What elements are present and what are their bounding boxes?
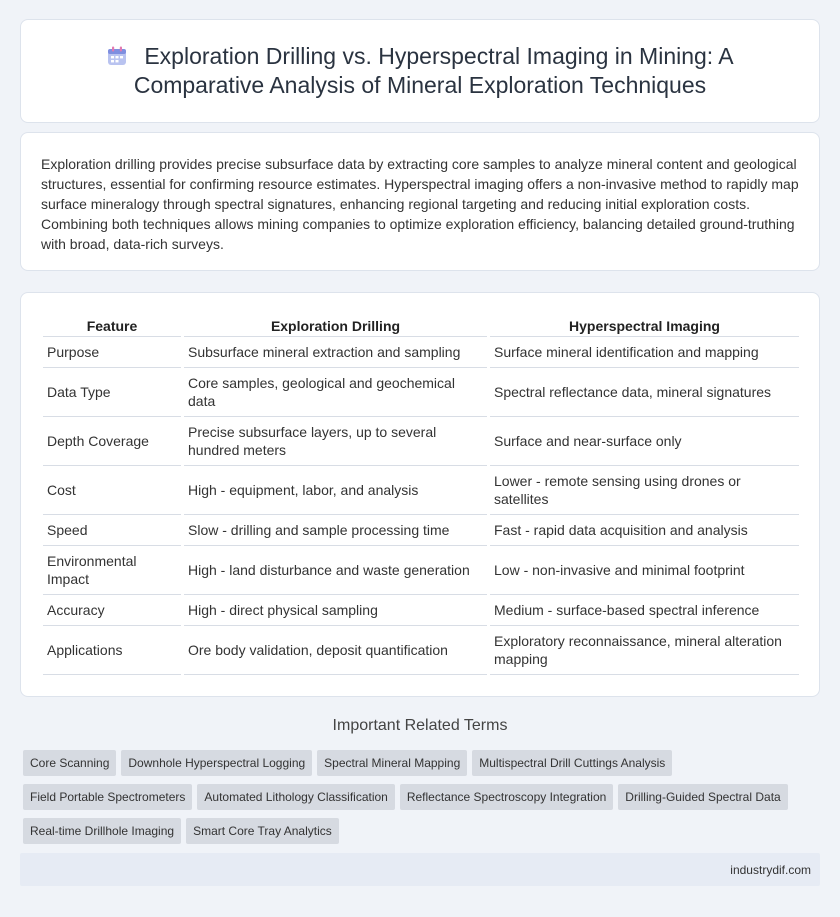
row-hyperspectral: Fast - rapid data acquisition and analysis — [490, 515, 799, 546]
row-feature: Accuracy — [43, 595, 181, 626]
related-term-tag[interactable]: Drilling-Guided Spectral Data — [618, 784, 787, 810]
footer-site-link[interactable]: industrydif.com — [730, 863, 811, 877]
row-hyperspectral: Low - non-invasive and minimal footprint — [490, 546, 799, 595]
table-row — [43, 337, 799, 368]
related-term-tag[interactable]: Reflectance Spectroscopy Integration — [400, 784, 613, 810]
header-exploration-drilling: Exploration Drilling — [184, 313, 487, 337]
table-row — [43, 546, 799, 595]
related-term-tag[interactable]: Spectral Mineral Mapping — [317, 750, 467, 776]
related-terms-heading: Important Related Terms — [332, 717, 508, 734]
footer-bar — [20, 853, 820, 886]
page-title-text: Exploration Drilling vs. Hyperspectral Imaging in Mining: A Comparative Analysis of Mineral Exploration Techniques — [133, 43, 734, 98]
row-feature: Depth Coverage — [43, 417, 181, 466]
table-row — [43, 626, 799, 675]
row-feature: Applications — [43, 626, 181, 675]
row-drilling: High - land disturbance and waste generation — [184, 546, 487, 595]
row-hyperspectral: Medium - surface-based spectral inference — [490, 595, 799, 626]
related-term-tag[interactable]: Core Scanning — [23, 750, 116, 776]
related-term-tag[interactable]: Field Portable Spectrometers — [23, 784, 192, 810]
comparison-table — [40, 313, 802, 675]
related-term-tag[interactable]: Real-time Drillhole Imaging — [23, 818, 181, 844]
related-term-tag[interactable]: Downhole Hyperspectral Logging — [121, 750, 312, 776]
row-hyperspectral: Surface mineral identification and mapping — [490, 337, 799, 368]
row-feature: Purpose — [43, 337, 181, 368]
row-hyperspectral: Spectral reflectance data, mineral signatures — [490, 368, 799, 417]
page-title — [70, 42, 770, 100]
related-term-tag[interactable]: Smart Core Tray Analytics — [186, 818, 339, 844]
row-drilling: Slow - drilling and sample processing time — [184, 515, 487, 546]
table-row — [43, 515, 799, 546]
intro-card — [20, 132, 820, 271]
calendar-icon — [106, 45, 128, 67]
row-drilling: High - direct physical sampling — [184, 595, 487, 626]
table-row — [43, 368, 799, 417]
related-term-tag[interactable]: Automated Lithology Classification — [197, 784, 394, 810]
table-row — [43, 417, 799, 466]
row-hyperspectral: Lower - remote sensing using drones or satellites — [490, 466, 799, 515]
header-hyperspectral-imaging: Hyperspectral Imaging — [490, 313, 799, 337]
row-drilling: Core samples, geological and geochemical data — [184, 368, 487, 417]
row-hyperspectral: Surface and near-surface only — [490, 417, 799, 466]
title-card — [20, 19, 820, 123]
row-drilling: High - equipment, labor, and analysis — [184, 466, 487, 515]
row-hyperspectral: Exploratory reconnaissance, mineral alteration mapping — [490, 626, 799, 675]
comparison-card — [20, 292, 820, 697]
row-feature: Environmental Impact — [43, 546, 181, 595]
related-terms-list — [23, 750, 823, 852]
table-header-row — [43, 313, 799, 337]
table-row — [43, 595, 799, 626]
row-feature: Speed — [43, 515, 181, 546]
row-drilling: Ore body validation, deposit quantification — [184, 626, 487, 675]
row-feature: Cost — [43, 466, 181, 515]
row-drilling: Precise subsurface layers, up to several hundred meters — [184, 417, 487, 466]
related-term-tag[interactable]: Multispectral Drill Cuttings Analysis — [472, 750, 672, 776]
row-drilling: Subsurface mineral extraction and sampling — [184, 337, 487, 368]
intro-paragraph: Exploration drilling provides precise subsurface data by extracting core samples to analyze mineral content and geological structures, essential for confirming resource estimates. Hyperspectral imaging offers a non-invasive method to rapidly map surface mineralogy through spectral signatures, enhancing regional targeting and reducing initial exploration costs. Combining both techniques allows mining companies to optimize exploration efficiency, balancing detailed ground-truthing with broad, data-rich surveys. — [41, 156, 799, 252]
row-feature: Data Type — [43, 368, 181, 417]
header-feature: Feature — [43, 313, 181, 337]
table-row — [43, 466, 799, 515]
